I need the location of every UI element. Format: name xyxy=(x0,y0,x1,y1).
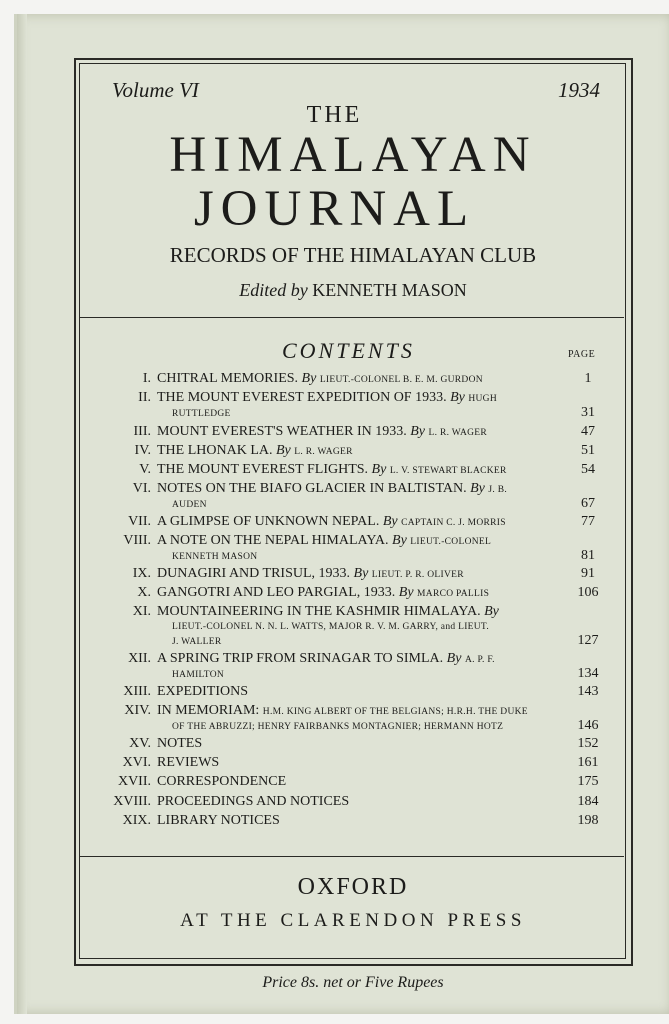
entry-page-number: 161 xyxy=(577,755,599,770)
entry-number: XI. xyxy=(132,604,151,619)
contents-heading: CONTENTS xyxy=(282,338,415,363)
entry-line xyxy=(157,813,280,829)
entry-number: XVIII. xyxy=(113,794,151,809)
entry-number: VII. xyxy=(128,514,151,529)
entry-title: A NOTE ON THE NEPAL HIMALAYA. xyxy=(157,533,389,548)
editor-name: KENNETH MASON xyxy=(312,280,467,300)
contents-entry xyxy=(0,585,669,605)
volume-label: Volume VI xyxy=(112,78,199,102)
contents-entry xyxy=(0,736,669,756)
entry-by: By xyxy=(446,651,462,666)
entry-title: MOUNT EVEREST'S WEATHER IN 1933. xyxy=(157,424,407,439)
entry-line xyxy=(157,736,202,752)
entry-title: THE MOUNT EVEREST FLIGHTS. xyxy=(157,462,369,477)
page-column-heading: PAGE xyxy=(568,349,596,360)
entry-line xyxy=(157,514,506,530)
entry-line xyxy=(157,585,489,601)
entry-title: A SPRING TRIP FROM SRINAGAR TO SIMLA. xyxy=(157,651,444,666)
entry-author-continued xyxy=(172,618,489,634)
entry-author: L. R. WAGER xyxy=(294,447,353,457)
entry-number: XVI. xyxy=(122,755,151,770)
entry-author-continued xyxy=(172,548,257,564)
entry-page-number: 175 xyxy=(577,774,599,789)
entry-line xyxy=(157,462,507,478)
entry-page-number: 134 xyxy=(577,666,599,681)
entry-title: CORRESPONDENCE xyxy=(157,774,287,789)
contents-entry xyxy=(0,443,669,463)
entry-number: IV. xyxy=(134,443,151,458)
entry-number: XVII. xyxy=(117,774,151,789)
entry-by: By xyxy=(275,443,291,458)
footer-divider xyxy=(80,856,624,857)
entry-by: By xyxy=(371,462,387,477)
entry-line xyxy=(157,684,248,700)
contents-entry xyxy=(0,514,669,534)
entry-page-number: 152 xyxy=(577,736,599,751)
entry-number: III. xyxy=(133,424,151,439)
contents-entry xyxy=(0,684,669,704)
entry-title: THE LHONAK LA. xyxy=(157,443,273,458)
entry-page-number: 143 xyxy=(577,684,599,699)
entry-by: By xyxy=(392,533,407,548)
entry-by: By xyxy=(301,371,317,386)
entry-number: XIX. xyxy=(122,813,151,828)
entry-line xyxy=(157,794,349,810)
contents-entry xyxy=(0,774,669,794)
entry-author-continued xyxy=(172,718,503,734)
entry-author-continued xyxy=(172,633,222,649)
entry-line xyxy=(157,755,219,771)
entry-title: CHITRAL MEMORIES. xyxy=(157,371,299,386)
entry-page-number: 51 xyxy=(581,443,595,458)
contents-entry xyxy=(0,794,669,814)
contents-entry xyxy=(0,566,669,586)
entry-by: By xyxy=(382,514,398,529)
contents-entry xyxy=(0,813,669,833)
entry-number: VIII. xyxy=(123,533,151,548)
entry-title: PROCEEDINGS AND NOTICES xyxy=(157,794,350,809)
entry-author-line2: LIEUT.-COLONEL N. N. L. WATTS, MAJOR R. V. M. GARRY, and LIEUT. xyxy=(172,622,490,632)
entry-title: IN MEMORIAM: xyxy=(157,703,260,718)
entry-by: By xyxy=(410,424,425,439)
entry-title: THE MOUNT EVEREST EXPEDITION OF 1933. xyxy=(157,390,447,405)
entry-line xyxy=(157,533,491,549)
entry-page-number: 67 xyxy=(581,496,595,511)
publisher-city: OXFORD xyxy=(297,874,409,900)
entry-author: CAPTAIN C. J. MORRIS xyxy=(401,518,506,528)
price-line: Price 8s. net or Five Rupees xyxy=(262,974,444,991)
entry-number: XIV. xyxy=(124,703,151,718)
entry-author-line2: OF THE ABRUZZI; HENRY FAIRBANKS MONTAGNIER; HERMANN HOTZ xyxy=(172,722,504,732)
entry-author-line2: HAMILTON xyxy=(172,670,225,680)
title-article: THE xyxy=(306,102,363,128)
entry-page-number: 47 xyxy=(581,424,595,439)
contents-entry xyxy=(0,755,669,775)
entry-author-line2: KENNETH MASON xyxy=(172,552,258,562)
entry-line xyxy=(157,443,353,459)
entry-author: LIEUT.-COLONEL xyxy=(410,537,492,547)
entry-author: H.M. KING ALBERT OF THE BELGIANS; H.R.H. THE DUKE xyxy=(262,707,528,717)
entry-author-line3: J. WALLER xyxy=(172,637,222,647)
entry-author: L. V. STEWART BLACKER xyxy=(389,466,507,476)
entry-by: By xyxy=(450,390,465,405)
entry-title: DUNAGIRI AND TRISUL, 1933. xyxy=(157,566,351,581)
contents-entry xyxy=(0,390,669,410)
entry-title: REVIEWS xyxy=(157,755,220,770)
entry-author: LIEUT.-COLONEL B. E. M. GURDON xyxy=(319,375,483,385)
entry-page-number: 77 xyxy=(581,514,595,529)
journal-subtitle: RECORDS OF THE HIMALAYAN CLUB xyxy=(169,243,537,267)
entry-page-number: 54 xyxy=(581,462,595,477)
entry-page-number: 106 xyxy=(577,585,599,600)
entry-page-number: 146 xyxy=(577,718,599,733)
contents-entry xyxy=(0,533,669,553)
entry-number: I. xyxy=(142,371,151,386)
entry-title: NOTES ON THE BIAFO GLACIER IN BALTISTAN. xyxy=(157,481,467,496)
entry-title: GANGOTRI AND LEO PARGIAL, 1933. xyxy=(157,585,396,600)
entry-title: LIBRARY NOTICES xyxy=(157,813,280,828)
entry-author: LIEUT. P. R. OLIVER xyxy=(371,570,464,580)
entry-author-line2: RUTTLEDGE xyxy=(172,409,231,419)
entry-author: MARCO PALLIS xyxy=(417,589,490,599)
journal-title-line2: JOURNAL xyxy=(193,181,476,237)
editor-credit xyxy=(0,280,669,301)
entry-number: V. xyxy=(139,462,151,477)
entry-author-continued xyxy=(172,496,207,512)
entry-page-number: 31 xyxy=(581,405,595,420)
contents-entry xyxy=(0,462,669,482)
entry-line xyxy=(157,390,497,406)
entry-author-line2: AUDEN xyxy=(172,500,207,510)
contents-entry xyxy=(0,371,669,391)
entry-author: L. R. WAGER xyxy=(428,428,488,438)
entry-author: A. P. F. xyxy=(464,655,495,665)
entry-title: MOUNTAINEERING IN THE KASHMIR HIMALAYA. xyxy=(157,604,481,619)
entry-number: VI. xyxy=(132,481,151,496)
entry-number: XIII. xyxy=(123,684,151,699)
entry-line xyxy=(157,566,464,582)
entry-author-continued xyxy=(172,666,224,682)
entry-title: A GLIMPSE OF UNKNOWN NEPAL. xyxy=(157,514,380,529)
entry-page-number: 184 xyxy=(577,794,599,809)
entry-title: EXPEDITIONS xyxy=(157,684,248,699)
entry-page-number: 127 xyxy=(577,633,599,648)
entry-page-number: 91 xyxy=(581,566,595,581)
entry-line xyxy=(157,651,495,667)
entry-line xyxy=(157,774,286,790)
contents-entry xyxy=(0,651,669,671)
entry-author: J. B. xyxy=(488,485,508,495)
entry-number: II. xyxy=(138,390,151,405)
entry-by: By xyxy=(353,566,369,581)
entry-line xyxy=(157,424,487,440)
publisher-press: AT THE CLARENDON PRESS xyxy=(180,910,526,931)
entry-by: By xyxy=(470,481,485,496)
entry-author: HUGH xyxy=(468,394,498,404)
entry-line xyxy=(157,481,507,497)
year-label: 1934 xyxy=(558,78,600,102)
entry-number: XV. xyxy=(129,736,151,751)
entry-number: X. xyxy=(137,585,151,600)
header-divider xyxy=(80,317,624,318)
contents-entry xyxy=(0,481,669,501)
entry-line xyxy=(157,703,528,719)
entry-page-number: 81 xyxy=(581,548,595,563)
entry-page-number: 198 xyxy=(577,813,599,828)
contents-entry xyxy=(0,424,669,444)
entry-number: IX. xyxy=(132,566,151,581)
journal-title-line1: HIMALAYAN xyxy=(169,127,537,183)
entry-author-continued xyxy=(172,405,231,421)
entry-by: By xyxy=(398,585,414,600)
editor-prefix: Edited by xyxy=(239,280,308,300)
entry-page-number: 1 xyxy=(584,371,592,386)
entry-line xyxy=(157,371,483,387)
entry-title: NOTES xyxy=(157,736,203,751)
entry-by: By xyxy=(484,604,499,619)
entry-number: XII. xyxy=(128,651,151,666)
